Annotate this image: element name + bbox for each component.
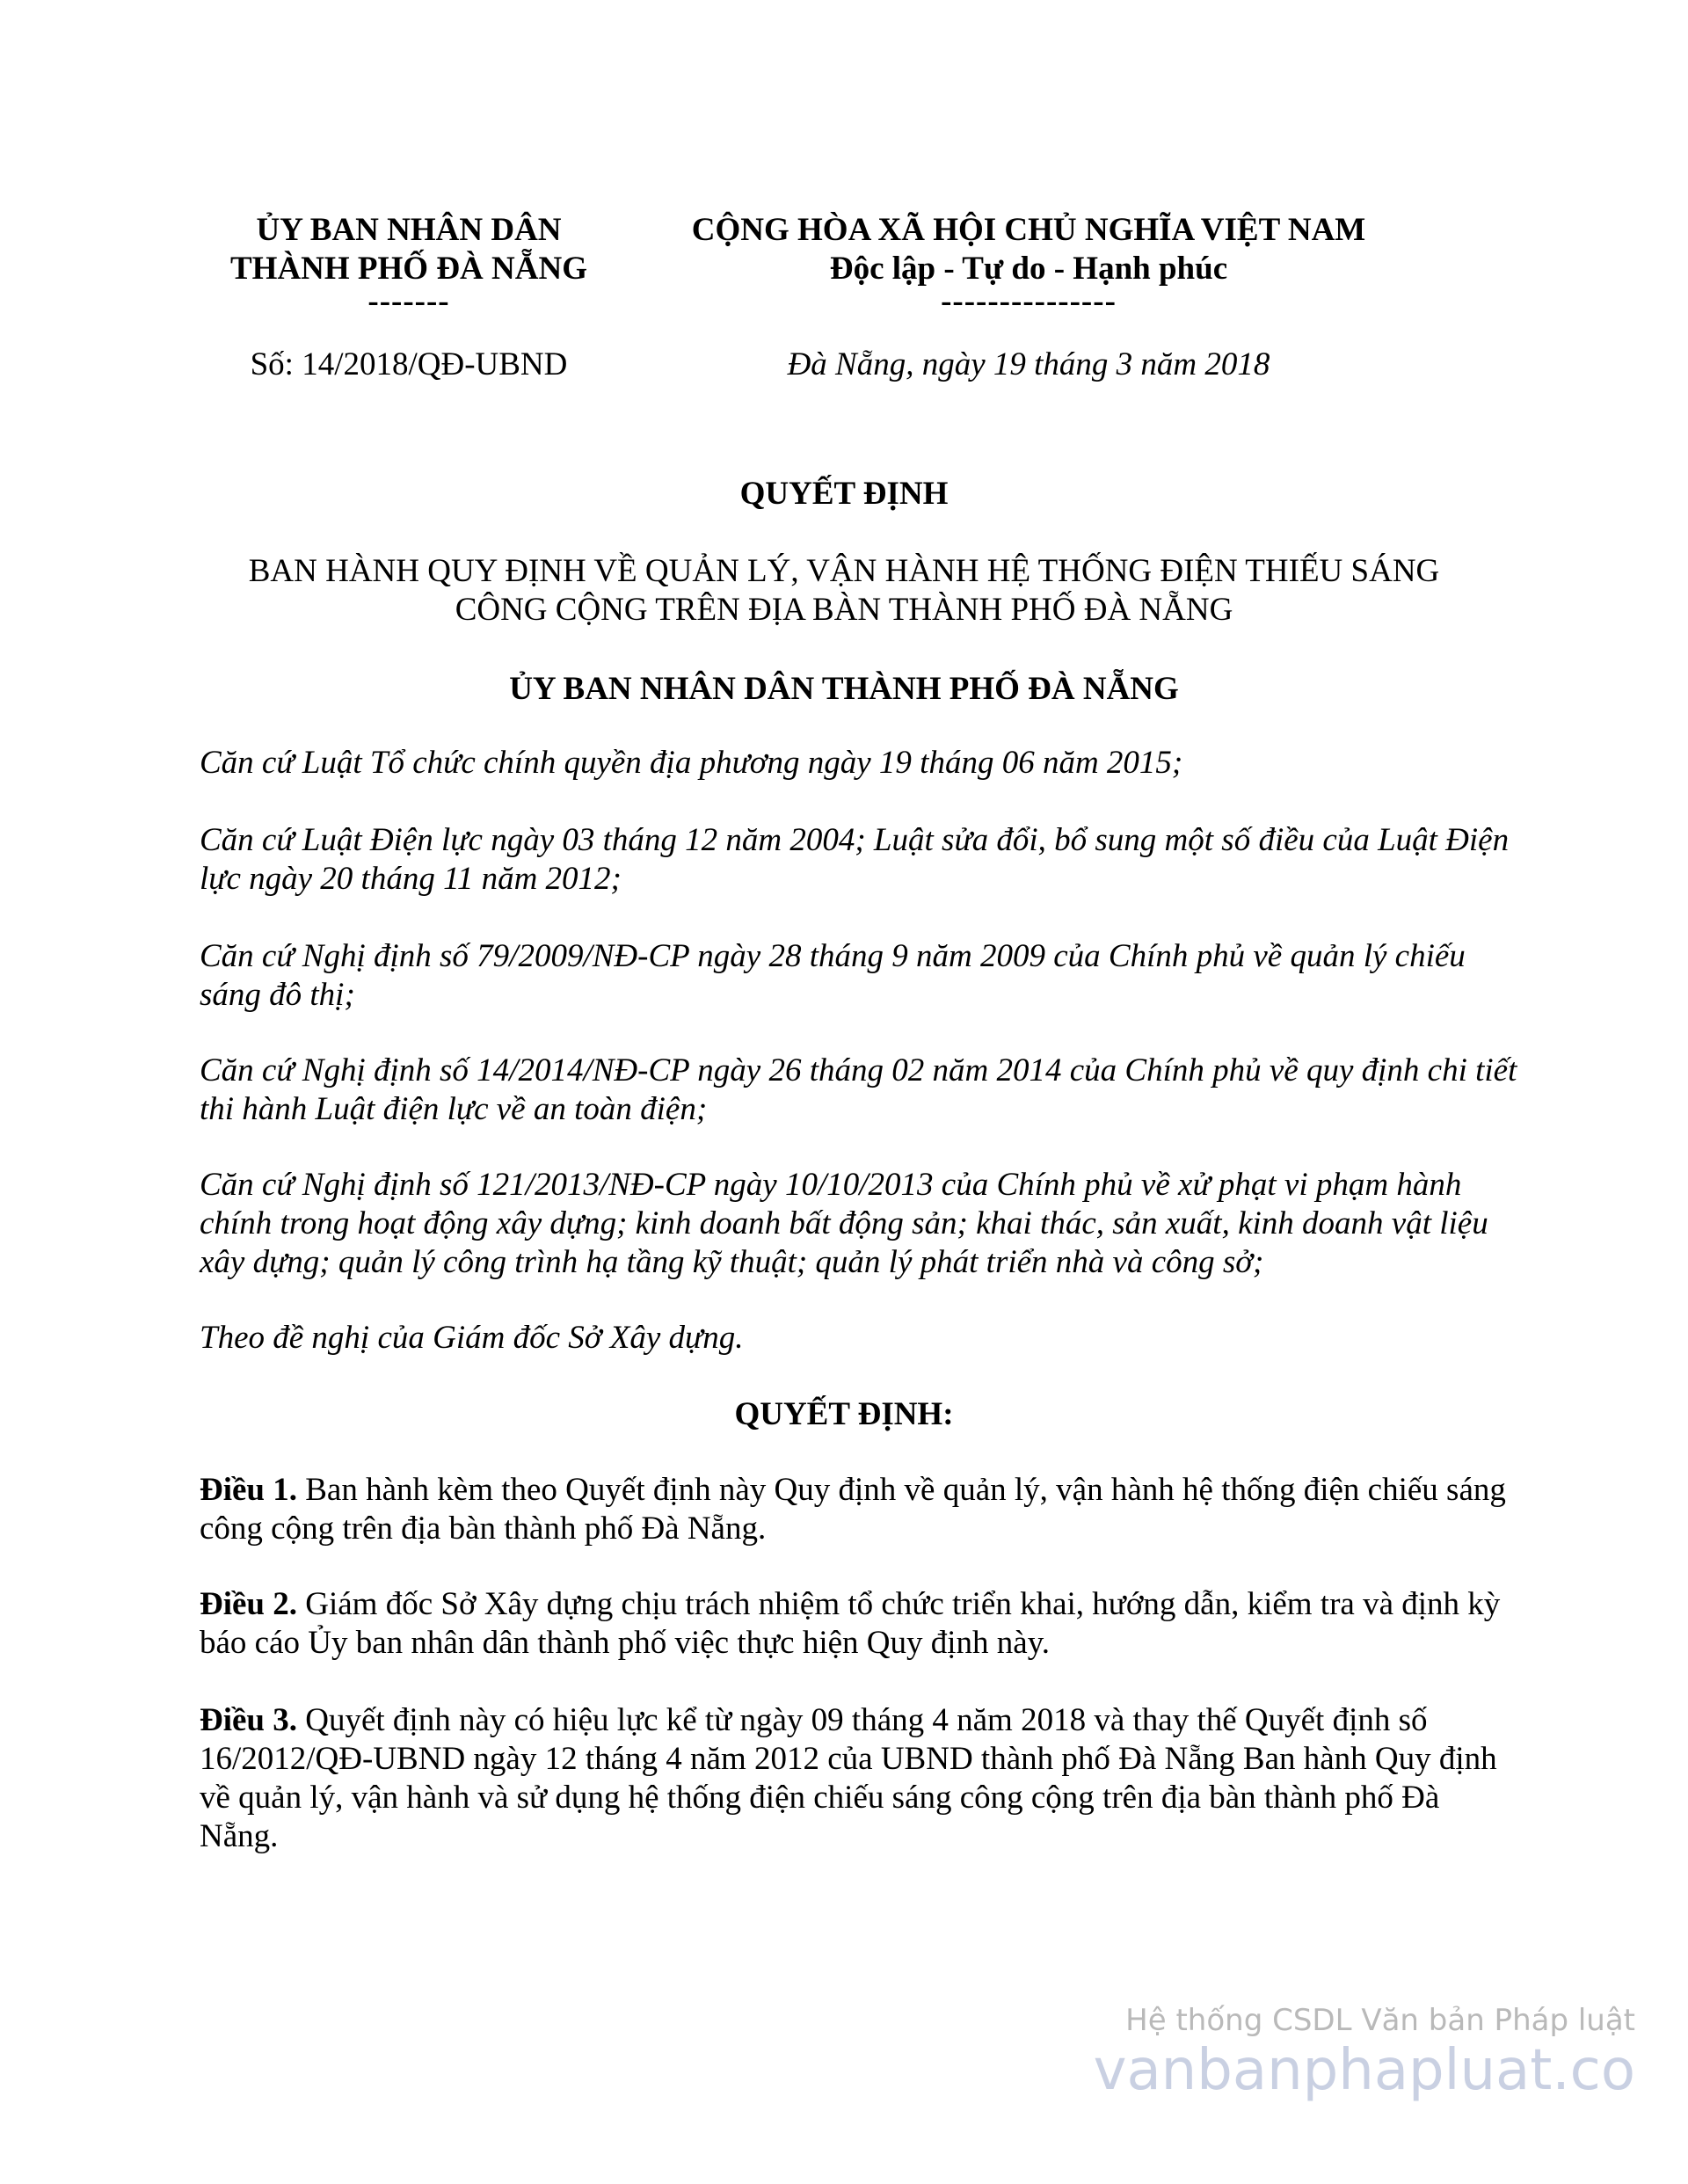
article-text: Ban hành kèm theo Quyết định này Quy định về quản lý, vận hành hệ thống điện chiếu sáng công cộng trên địa bàn thành phố Đà Nẵng. — [200, 1472, 1506, 1547]
legal-basis-2 — [200, 821, 1518, 899]
legal-basis-4 — [200, 1052, 1518, 1129]
subtitle-line1: BAN HÀNH QUY ĐỊNH VỀ QUẢN LÝ, VẬN HÀNH HỆ THỐNG ĐIỆN THIẾU SÁNG — [248, 553, 1440, 589]
national-title: CỘNG HÒA XÃ HỘI CHỦ NGHĨA VIỆT NAM — [691, 212, 1366, 248]
agency-divider: ------- — [367, 283, 450, 319]
issuing-agency-block — [202, 211, 615, 319]
legal-basis-5 — [200, 1166, 1518, 1282]
article-text: Giám đốc Sở Xây dựng chịu trách nhiệm tổ chức triển khai, hướng dẫn, kiểm tra và định kỳ báo cáo Ủy ban nhân dân thành phố việc thực hiện Quy định này. — [200, 1586, 1501, 1661]
article-1 — [200, 1471, 1518, 1548]
article-label: Điều 3. — [200, 1702, 297, 1738]
motto-divider: --------------- — [941, 283, 1117, 319]
issuing-agency-line2: THÀNH PHỐ ĐÀ NẴNG — [230, 251, 587, 287]
legal-basis-text: Căn cứ Nghị định số 14/2014/NĐ-CP ngày 26 tháng 02 năm 2014 của Chính phủ về quy định chi tiết thi hành Luật điện lực về an toàn điện; — [200, 1052, 1517, 1127]
article-2 — [200, 1585, 1518, 1663]
legal-basis-text: Theo đề nghị của Giám đốc Sở Xây dựng. — [200, 1320, 744, 1356]
legal-basis-text: Căn cứ Luật Điện lực ngày 03 tháng 12 năm 2004; Luật sửa đổi, bổ sung một số điều của Luật Điện lực ngày 20 tháng 11 năm 2012; — [200, 822, 1510, 897]
legal-basis-text: Căn cứ Luật Tổ chức chính quyền địa phương ngày 19 tháng 06 năm 2015; — [200, 745, 1183, 781]
document-number: Số: 14/2018/QĐ-UBND — [250, 346, 568, 382]
decision-heading: QUYẾT ĐỊNH: — [734, 1396, 954, 1432]
authority-heading: ỦY BAN NHÂN DÂN THÀNH PHỐ ĐÀ NẴNG — [509, 671, 1179, 707]
watermark-site: vanbanphapluat.co — [1093, 2038, 1635, 2103]
national-motto-block — [651, 211, 1407, 319]
document-subtitle — [193, 552, 1495, 630]
document-title: QUYẾT ĐỊNH — [739, 476, 949, 512]
article-label: Điều 2. — [200, 1586, 297, 1622]
article-3 — [200, 1701, 1518, 1856]
watermark-caption: Hệ thống CSDL Văn bản Pháp luật — [1125, 2003, 1635, 2038]
national-motto: Độc lập - Tự do - Hạnh phúc — [829, 251, 1228, 287]
issuing-agency-line1: ỦY BAN NHÂN DÂN — [256, 212, 562, 248]
legal-basis-3 — [200, 937, 1518, 1015]
article-label: Điều 1. — [200, 1472, 297, 1508]
proposal-basis — [200, 1319, 1518, 1358]
subtitle-line2: CÔNG CỘNG TRÊN ĐỊA BÀN THÀNH PHỐ ĐÀ NẴNG — [455, 592, 1233, 628]
article-text: Quyết định này có hiệu lực kể từ ngày 09 tháng 4 năm 2018 và thay thế Quyết định số 16/2012/QĐ-UBND ngày 12 tháng 4 năm 2012 của UBND thành phố Đà Nẵng Ban hành Quy định về quản lý, vận hành và sử dụng hệ thống điện chiếu sáng công cộng trên địa bàn thành phố Đà Nẵng. — [200, 1702, 1497, 1854]
legal-basis-text: Căn cứ Nghị định số 79/2009/NĐ-CP ngày 28 tháng 9 năm 2009 của Chính phủ về quản lý chiếu sáng đô thị; — [200, 938, 1466, 1013]
legal-basis-1 — [200, 744, 1518, 783]
place-and-date: Đà Nẵng, ngày 19 tháng 3 năm 2018 — [787, 346, 1270, 382]
legal-basis-text: Căn cứ Nghị định số 121/2013/NĐ-CP ngày 10/10/2013 của Chính phủ về xử phạt vi phạm hành chính trong hoạt động xây dựng; kinh doanh bất động sản; khai thác, sản xuất, kinh doanh vật liệu xây dựng; quản lý công trình hạ tầng kỹ thuật; quản lý phát triển nhà và công sở; — [200, 1167, 1488, 1280]
